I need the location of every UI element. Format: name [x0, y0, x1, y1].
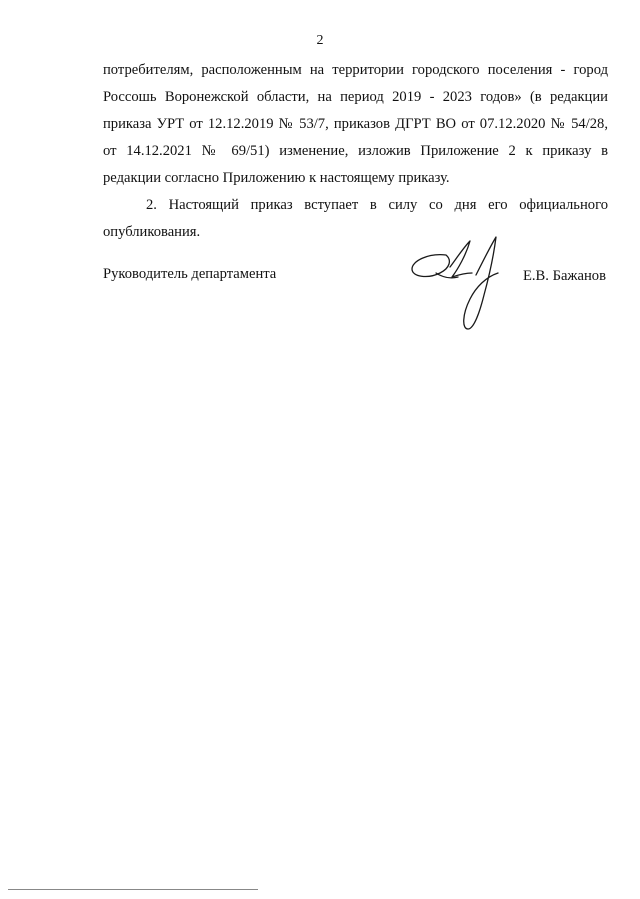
- signature-stroke-2: [464, 237, 498, 329]
- paragraph-1-line-1: потребителям, расположенным на территории городского поселения - город: [103, 62, 608, 78]
- paragraph-1-line-2: Россошь Воронежской области, на период 2019 - 2023 годов» (в редакции: [103, 89, 608, 105]
- paragraph-1-line-4: от 14.12.2021 № 69/51) изменение, изложив Приложение 2 к приказу в: [103, 143, 608, 159]
- paragraph-1-line-3: приказа УРТ от 12.12.2019 № 53/7, приказов ДГРТ ВО от 07.12.2020 № 54/28,: [103, 116, 608, 132]
- document-body: [103, 57, 608, 246]
- signature-stroke-loop: [412, 255, 449, 277]
- signature-row: [103, 262, 608, 292]
- signatory-title: Руководитель департамента: [103, 266, 277, 282]
- paragraph-2-line-2: опубликования.: [103, 224, 201, 240]
- bottom-rule: [8, 889, 258, 890]
- paragraph-2: [103, 192, 608, 246]
- page-number: 2: [316, 33, 324, 48]
- signatory-name: Е.В. Бажанов: [522, 268, 606, 284]
- paragraph-2-line-1: 2. Настоящий приказ вступает в силу со дня его официального: [146, 197, 608, 213]
- paragraph-1-line-5: редакции согласно Приложению к настоящему приказу.: [103, 170, 450, 186]
- handwritten-signature: [406, 233, 516, 333]
- paragraph-1: [103, 57, 608, 192]
- signature-stroke-1: [450, 241, 472, 277]
